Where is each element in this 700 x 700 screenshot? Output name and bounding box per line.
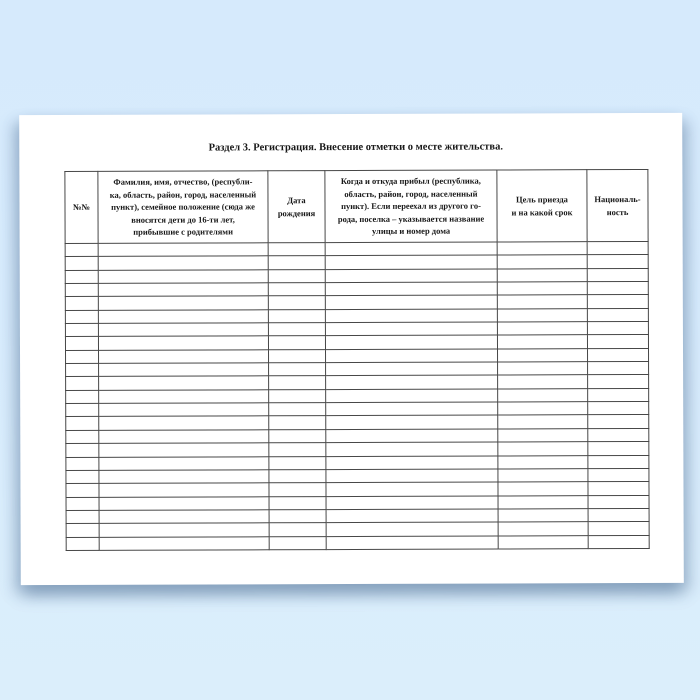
empty-cell	[326, 455, 498, 469]
empty-cell	[498, 388, 588, 402]
col-header-full-name: Фамилия, имя, отчество, (республи- ка, область, район, город, населенный пункт), семейное положение (сюда же вносятся дети до 16-ти лет, прибывшие с родителями	[98, 171, 268, 244]
empty-cell	[99, 456, 269, 470]
empty-cell	[587, 281, 648, 295]
empty-cell	[588, 482, 649, 496]
empty-cell	[269, 483, 326, 497]
empty-cell	[66, 417, 99, 430]
empty-cell	[98, 269, 268, 283]
empty-cell	[588, 415, 649, 429]
empty-cell	[498, 375, 588, 389]
empty-cell	[588, 362, 649, 376]
empty-cell	[326, 509, 498, 523]
empty-cell	[98, 283, 268, 297]
empty-cell	[588, 402, 649, 416]
empty-cell	[66, 377, 99, 390]
empty-cell	[268, 256, 325, 270]
empty-cell	[66, 537, 99, 550]
empty-cell	[325, 242, 497, 256]
empty-cell	[99, 523, 269, 537]
empty-cell	[587, 322, 648, 336]
empty-cell	[588, 468, 649, 482]
empty-cell	[99, 496, 269, 510]
empty-cell	[99, 390, 269, 404]
empty-cell	[325, 322, 497, 336]
empty-cell	[498, 469, 588, 483]
empty-cell	[326, 402, 498, 416]
empty-cell	[325, 309, 497, 323]
document-page	[19, 113, 684, 585]
empty-cell	[269, 509, 326, 523]
empty-cell	[497, 242, 587, 256]
empty-cell	[65, 257, 98, 270]
empty-cell	[326, 349, 498, 363]
empty-cell	[66, 510, 99, 523]
empty-cell	[66, 363, 99, 376]
empty-cell	[498, 442, 588, 456]
empty-cell	[588, 495, 649, 509]
empty-cell	[99, 350, 269, 364]
empty-cell	[268, 283, 325, 297]
empty-cell	[65, 337, 98, 350]
empty-cell	[268, 243, 325, 257]
table-header	[65, 169, 648, 243]
table-row	[66, 535, 649, 550]
empty-cell	[66, 350, 99, 363]
registration-table	[64, 169, 649, 551]
empty-cell	[498, 495, 588, 509]
header-row	[65, 169, 648, 243]
empty-cell	[588, 522, 649, 536]
empty-cell	[99, 483, 269, 497]
empty-cell	[66, 444, 99, 457]
empty-cell	[65, 297, 98, 310]
empty-cell	[269, 443, 326, 457]
empty-cell	[269, 416, 326, 430]
empty-cell	[98, 310, 268, 324]
empty-cell	[98, 323, 268, 337]
empty-cell	[326, 362, 498, 376]
empty-cell	[325, 335, 497, 349]
empty-cell	[269, 389, 326, 403]
empty-cell	[326, 469, 498, 483]
empty-cell	[498, 415, 588, 429]
empty-cell	[66, 524, 99, 537]
empty-cell	[498, 509, 588, 523]
empty-cell	[99, 536, 269, 550]
empty-cell	[498, 522, 588, 536]
empty-cell	[588, 455, 649, 469]
empty-cell	[269, 363, 326, 377]
empty-cell	[66, 484, 99, 497]
empty-cell	[587, 348, 648, 362]
empty-cell	[66, 470, 99, 483]
empty-cell	[326, 536, 498, 550]
empty-cell	[268, 309, 325, 323]
empty-cell	[269, 496, 326, 510]
empty-cell	[268, 296, 325, 310]
empty-cell	[269, 429, 326, 443]
empty-cell	[269, 469, 326, 483]
empty-cell	[498, 402, 588, 416]
empty-cell	[99, 363, 269, 377]
empty-cell	[588, 375, 649, 389]
empty-cell	[66, 430, 99, 443]
empty-cell	[99, 376, 269, 390]
empty-cell	[269, 349, 326, 363]
empty-cell	[587, 335, 648, 349]
col-header-arrival-info: Когда и откуда прибыл (республика, область, район, город, населенный пункт). Если переехал из другого го- рода, поселка – указывается название улицы и номер дома	[325, 170, 497, 243]
empty-cell	[498, 455, 588, 469]
empty-cell	[325, 295, 497, 309]
empty-cell	[497, 348, 587, 362]
empty-cell	[326, 496, 498, 510]
empty-cell	[99, 430, 269, 444]
empty-cell	[65, 270, 98, 283]
empty-cell	[326, 522, 498, 536]
empty-cell	[98, 296, 268, 310]
empty-cell	[99, 470, 269, 484]
empty-cell	[268, 323, 325, 337]
empty-cell	[269, 536, 326, 550]
empty-cell	[497, 335, 587, 349]
col-header-number: №№	[65, 171, 98, 243]
col-header-nationality: Националь- ность	[587, 169, 648, 241]
empty-cell	[497, 268, 587, 282]
empty-cell	[99, 510, 269, 524]
col-header-birth-date: Дата рождения	[268, 171, 325, 243]
empty-cell	[269, 403, 326, 417]
empty-cell	[99, 403, 269, 417]
page-title: Раздел 3. Регистрация. Внесение отметки о месте жительства.	[208, 141, 503, 154]
empty-cell	[588, 442, 649, 456]
empty-cell	[98, 336, 268, 350]
empty-cell	[498, 535, 588, 549]
empty-cell	[269, 456, 326, 470]
empty-cell	[498, 428, 588, 442]
empty-cell	[588, 535, 649, 549]
empty-cell	[326, 415, 498, 429]
empty-cell	[587, 255, 648, 269]
empty-cell	[99, 416, 269, 430]
table-body	[65, 241, 649, 550]
empty-cell	[498, 362, 588, 376]
empty-cell	[326, 375, 498, 389]
empty-cell	[497, 322, 587, 336]
empty-cell	[497, 282, 587, 296]
empty-cell	[588, 428, 649, 442]
empty-cell	[497, 255, 587, 269]
empty-cell	[588, 508, 649, 522]
empty-cell	[268, 336, 325, 350]
empty-cell	[588, 388, 649, 402]
empty-cell	[268, 269, 325, 283]
empty-cell	[325, 255, 497, 269]
empty-cell	[99, 443, 269, 457]
empty-cell	[326, 442, 498, 456]
empty-cell	[325, 269, 497, 283]
empty-cell	[98, 256, 268, 270]
empty-cell	[269, 376, 326, 390]
empty-cell	[65, 323, 98, 336]
empty-cell	[497, 295, 587, 309]
empty-cell	[497, 308, 587, 322]
empty-cell	[498, 482, 588, 496]
empty-cell	[98, 243, 268, 257]
empty-cell	[325, 282, 497, 296]
empty-cell	[66, 390, 99, 403]
empty-cell	[65, 283, 98, 296]
col-header-visit-purpose: Цель приезда и на какой срок	[497, 170, 587, 242]
empty-cell	[587, 241, 648, 255]
empty-cell	[65, 310, 98, 323]
empty-cell	[326, 389, 498, 403]
empty-cell	[587, 268, 648, 282]
empty-cell	[587, 295, 648, 309]
empty-cell	[326, 429, 498, 443]
empty-cell	[269, 523, 326, 537]
empty-cell	[66, 457, 99, 470]
empty-cell	[326, 482, 498, 496]
empty-cell	[65, 243, 98, 256]
empty-cell	[66, 404, 99, 417]
empty-cell	[587, 308, 648, 322]
empty-cell	[66, 497, 99, 510]
